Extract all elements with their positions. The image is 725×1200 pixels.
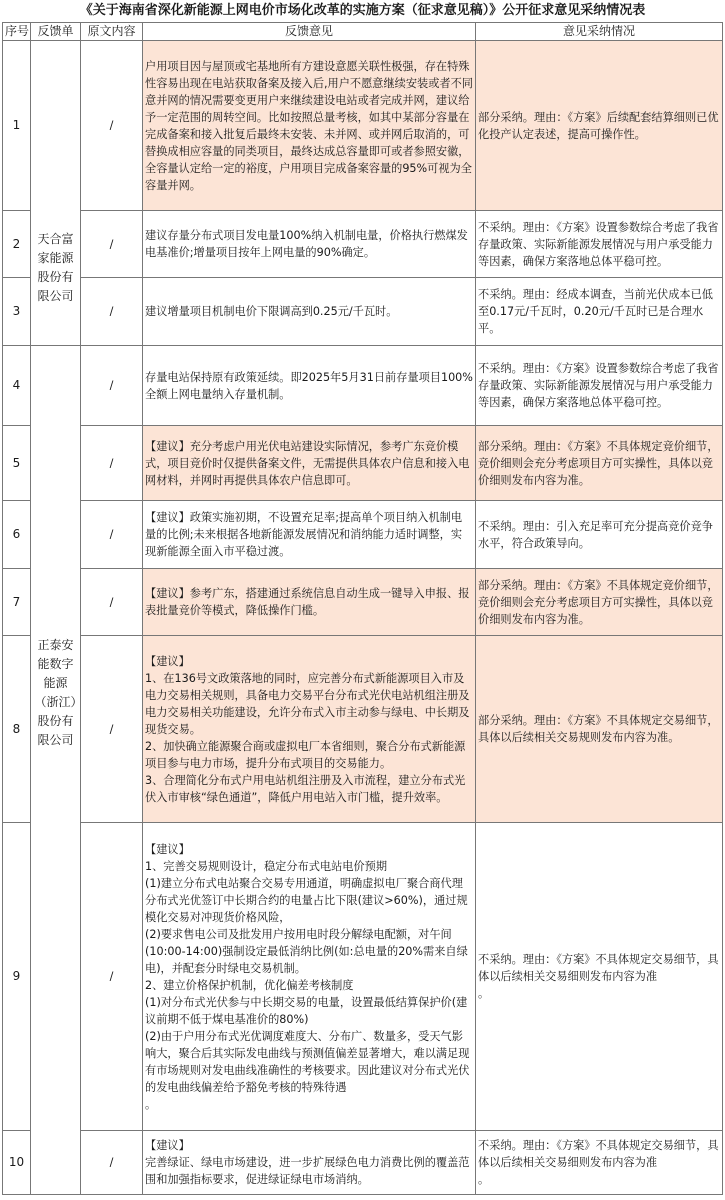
response-text: 不采纳。理由：《方案》不具体规定交易细节，具体以后续相关交易细则发布内容为准 。	[476, 1131, 723, 1195]
original-content: /	[81, 346, 143, 426]
table-row	[3, 501, 723, 569]
response-text: 部分采纳。理由：《方案》不具体规定交易细节，具体以后续相关交易规则发布内容为准。	[476, 636, 723, 823]
original-content: /	[81, 426, 143, 501]
organization-name: 天合富家能源股份有限公司	[37, 232, 74, 303]
feedback-table	[2, 22, 723, 1195]
table-row	[3, 211, 723, 278]
feedback-text: 户用项目因与屋顶或宅基地所有方建设意愿关联性极强，存在特殊性容易出现在电站获取备案及接入后,用户不愿意继续安装或者不同意并网的情况需要变更用户来继续建设电站或者完成并网，建议给予一定范围的周转空间。比如按照总量考核，如其中某部分容量在完成备案和接入批复后最终未安装、未并网、或并网后取消的，可替换成相应容量的同类项目，最终达成总容量即可或者参照安徽，全容量认定给一定的裕度，户用项目完成备案容量的95%可视为全容量并网。	[143, 41, 476, 211]
original-content: /	[81, 823, 143, 1131]
organization-name: 正泰安能数字能源（浙江）股份有限公司	[34, 638, 77, 747]
original-content: /	[81, 211, 143, 278]
response-text: 不采纳。理由：经成本调查，当前光伏成本已低至0.17元/千瓦时，0.20元/千瓦时已是合理水平。	[476, 278, 723, 346]
response-text: 部分采纳。理由：《方案》不具体规定竞价细节，竞价细则会充分考虑项目方可实操性，具体以竞价细则发布内容为准。	[476, 569, 723, 636]
table-row	[3, 41, 723, 211]
response-text: 部分采纳。理由：《方案》后续配套结算细则已优化投产认定表述，提高可操作性。	[476, 41, 723, 211]
feedback-text: 【建议】充分考虑户用光伏电站建设实际情况，参考广东竞价模式，项目竞价时仅提供备案文件，无需提供具体农户信息和接入电网材料，并网时再提供具体农户信息即可。	[143, 426, 476, 501]
row-number: 4	[3, 346, 31, 426]
row-number: 8	[3, 636, 31, 823]
feedback-text: 【建议】参考广东，搭建通过系统信息自动生成一键导入申报、报表批量竞价等模式，降低操作门槛。	[143, 569, 476, 636]
response-text: 不采纳。理由：《方案》不具体规定交易细节，具体以后续相关交易细则发布内容为准 。	[476, 823, 723, 1131]
table-row	[3, 636, 723, 823]
row-number: 3	[3, 278, 31, 346]
original-content: /	[81, 501, 143, 569]
header-feedback-unit: 反馈单	[31, 23, 81, 41]
response-text: 部分采纳。理由：《方案》不具体规定竞价细节，竞价细则会充分考虑项目方可实操性，具体以竞价细则发布内容为准。	[476, 426, 723, 501]
feedback-text: 【建议】 1、在136号文政策落地的同时，应完善分布式新能源项目入市及电力交易相关规则，具备电力交易平台分布式光伏电站机组注册及电力交易相关功能建设，允许分布式入市主动参与绿电、中长期及现货交易。 2、加快确立能源聚合商或虚拟电厂本省细则，聚合分布式新能源项目参与电力市场，提升分布式项目的交易能力。 3、合理简化分布式户用电站机组注册及入市流程，建立分布式光伏入市审核“绿色通道”，降低户用电站入市门槛，提升效率。	[143, 636, 476, 823]
original-content: /	[81, 569, 143, 636]
table-row	[3, 346, 723, 426]
response-text: 不采纳。理由：《方案》设置参数综合考虑了我省存量政策、实际新能源发展情况与用户承受能力等因素，确保方案落地总体平稳可控。	[476, 346, 723, 426]
feedback-text: 建议存量分布式项目发电量100%纳入机制电量，价格执行燃煤发电基准价;增量项目按年上网电量的90%确定。	[143, 211, 476, 278]
row-number: 9	[3, 823, 31, 1131]
feedback-text: 【建议】 完善绿证、绿电市场建设，进一步扩展绿色电力消费比例的覆盖范围和加强指标要求，促进绿证绿电市场消纳。	[143, 1131, 476, 1195]
feedback-text: 【建议】 1、完善交易规则设计，稳定分布式电站电价预期 (1)建立分布式电站聚合交易专用通道，明确虚拟电厂聚合商代理分布式光优签订中长期合约的电量占比下限(建议>60%)，通过规模化交易对冲现货价格风险， (2)要求售电公司及批发用户按用电时段分解绿电配额，对午间(10:00-14:00)强制设定最低消纳比例(如:总电量的20%需来自绿电)，并配套分时绿电交易机制。 2、建立价格保护机制，优化偏差考核制度 (1)对分布式光伏参与中长期交易的电量，设置最低结算保护价(建议前期不低于煤电基准价的80%) (2)由于户用分布式光优调度难度大、分布广、数量多，受天气影响大，聚合后其实际发电曲线与预测值偏差显著增大，难以满足现有市场规则对发电曲线准确性的考核要求。因此建议对分布式光伏的发电曲线偏差给予豁免考核的特殊待遇 。	[143, 823, 476, 1131]
table-row	[3, 569, 723, 636]
table-row	[3, 1131, 723, 1195]
feedback-text: 建议增量项目机制电价下限调高到0.25元/千瓦时。	[143, 278, 476, 346]
response-text: 不采纳。理由：《方案》设置参数综合考虑了我省存量政策、实际新能源发展情况与用户承受能力等因素，确保方案落地总体平稳可控。	[476, 211, 723, 278]
original-content: /	[81, 278, 143, 346]
original-content: /	[81, 636, 143, 823]
header-seq: 序号	[3, 23, 31, 41]
table-row	[3, 823, 723, 1131]
table-header-row	[3, 23, 723, 41]
row-number: 2	[3, 211, 31, 278]
table-row	[3, 278, 723, 346]
original-content: /	[81, 1131, 143, 1195]
feedback-text: 存量电站保持原有政策延续。即2025年5月31日前存量项目100%全额上网电量纳入存量机制。	[143, 346, 476, 426]
row-number: 10	[3, 1131, 31, 1195]
table-row	[3, 426, 723, 501]
header-adoption-status: 意见采纳情况	[476, 23, 723, 41]
row-number: 7	[3, 569, 31, 636]
document-title: 《关于海南省深化新能源上网电价市场化改革的实施方案（征求意见稿）》公开征求意见采纳情况表	[79, 3, 646, 18]
organization-cell	[31, 346, 81, 1195]
header-original-content: 原文内容	[81, 23, 143, 41]
row-number: 5	[3, 426, 31, 501]
row-number: 1	[3, 41, 31, 211]
organization-cell	[31, 41, 81, 346]
response-text: 不采纳。理由：引入充足率可充分提高竞价竞争水平，符合政策导向。	[476, 501, 723, 569]
original-content: /	[81, 41, 143, 211]
row-number: 6	[3, 501, 31, 569]
header-feedback-opinion: 反馈意见	[143, 23, 476, 41]
feedback-text: 【建议】政策实施初期，不设置充足率;提高单个项目纳入机制电量的比例;未来根据各地新能源发展情况和消纳能力适时调整，实现新能源全面入市平稳过渡。	[143, 501, 476, 569]
